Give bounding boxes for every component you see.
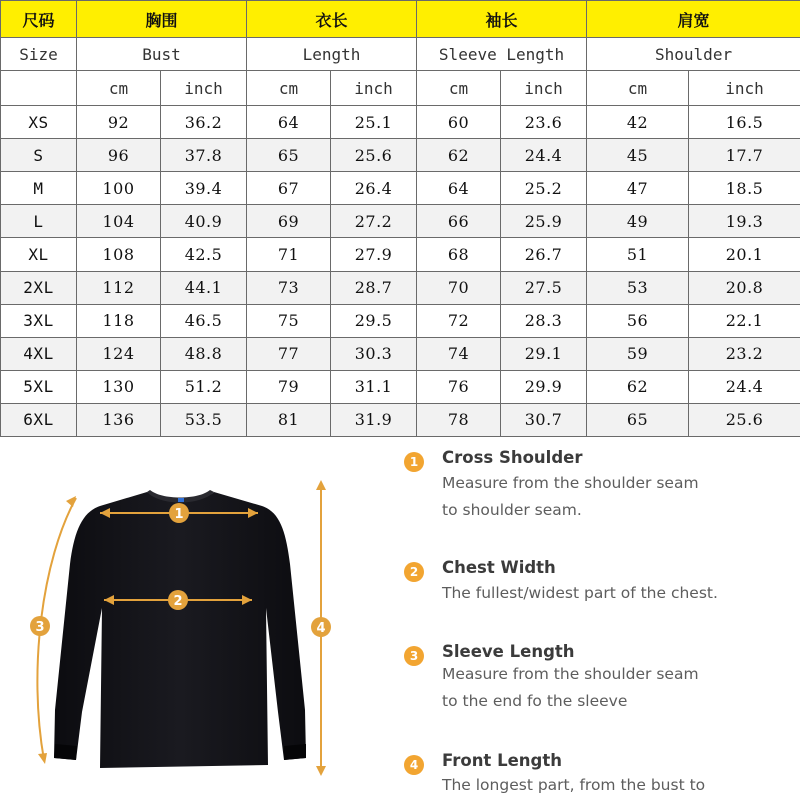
measurement-cell: 68	[417, 238, 501, 271]
measurement-cell: 69	[247, 205, 331, 238]
step-description: The longest part, from the bust to	[442, 776, 706, 794]
measurement-cell: 27.9	[331, 238, 417, 271]
measurement-cell: 28.3	[501, 304, 587, 337]
step-description: Measure from the shoulder seam	[442, 665, 699, 683]
unit-cell-empty	[1, 71, 77, 106]
measurement-cell: 64	[247, 106, 331, 139]
measurement-cell: 25.9	[501, 205, 587, 238]
table-row	[1, 172, 800, 205]
table-row	[1, 238, 800, 271]
unit-cm: cm	[247, 71, 331, 106]
unit-inch: inch	[331, 71, 417, 106]
measurement-cell: 100	[77, 172, 161, 205]
table-row	[1, 106, 800, 139]
measurement-cell: 26.4	[331, 172, 417, 205]
measurement-cell: 59	[587, 337, 689, 370]
arrowhead	[66, 496, 76, 507]
header-en-sleeve: Sleeve Length	[417, 38, 587, 71]
measurement-cell: 17.7	[689, 139, 800, 172]
measurement-cell: 25.6	[331, 139, 417, 172]
measurement-cell: 44.1	[161, 271, 247, 304]
measurement-cell: 47	[587, 172, 689, 205]
measurement-cell: 20.8	[689, 271, 800, 304]
measurement-cell: 16.5	[689, 106, 800, 139]
measurement-cell: 27.2	[331, 205, 417, 238]
step-title: Front Length	[442, 751, 562, 770]
step-title: Sleeve Length	[442, 642, 575, 661]
size-label-cell: 3XL	[1, 304, 77, 337]
measurement-cell: 31.9	[331, 403, 417, 436]
table-row	[1, 304, 800, 337]
measurement-cell: 46.5	[161, 304, 247, 337]
measurement-cell: 42.5	[161, 238, 247, 271]
measurement-cell: 39.4	[161, 172, 247, 205]
step-description: to shoulder seam.	[442, 501, 582, 519]
measurement-cell: 96	[77, 139, 161, 172]
measurement-cell: 78	[417, 403, 501, 436]
measurement-cell: 29.5	[331, 304, 417, 337]
measurement-cell: 56	[587, 304, 689, 337]
header-zh-bust: 胸围	[77, 1, 247, 38]
measurement-cell: 65	[247, 139, 331, 172]
measurement-cell: 26.7	[501, 238, 587, 271]
measurement-cell: 112	[77, 271, 161, 304]
table-row	[1, 205, 800, 238]
measurement-cell: 37.8	[161, 139, 247, 172]
table-row	[1, 337, 800, 370]
table-row	[1, 370, 800, 403]
measurement-cell: 25.2	[501, 172, 587, 205]
measurement-cell: 74	[417, 337, 501, 370]
measurement-cell: 65	[587, 403, 689, 436]
step-description: to the end fo the sleeve	[442, 692, 628, 710]
measurement-cell: 18.5	[689, 172, 800, 205]
header-en-shoulder: Shoulder	[587, 38, 800, 71]
shirt-body	[54, 492, 306, 768]
arrowhead	[316, 480, 326, 490]
header-zh-size: 尺码	[1, 1, 77, 38]
measurement-cell: 49	[587, 205, 689, 238]
measurement-cell: 19.3	[689, 205, 800, 238]
marker-4: 4	[316, 621, 326, 636]
measurement-cell: 92	[77, 106, 161, 139]
size-label-cell: 6XL	[1, 403, 77, 436]
step-badge: 2	[404, 562, 424, 582]
marker-1: 1	[174, 507, 184, 522]
measurement-cell: 29.1	[501, 337, 587, 370]
table-row	[1, 139, 800, 172]
marker-3: 3	[35, 620, 45, 635]
header-en-size: Size	[1, 38, 77, 71]
measurement-cell: 77	[247, 337, 331, 370]
measurement-cell: 30.7	[501, 403, 587, 436]
measurement-cell: 62	[587, 370, 689, 403]
measurement-cell: 73	[247, 271, 331, 304]
measurement-cell: 130	[77, 370, 161, 403]
unit-cm: cm	[587, 71, 689, 106]
measurement-cell: 118	[77, 304, 161, 337]
measurement-cell: 79	[247, 370, 331, 403]
size-label-cell: 5XL	[1, 370, 77, 403]
measurement-cell: 104	[77, 205, 161, 238]
measurement-cell: 24.4	[689, 370, 800, 403]
size-label-cell: S	[1, 139, 77, 172]
measurement-cell: 28.7	[331, 271, 417, 304]
unit-inch: inch	[689, 71, 800, 106]
step-badge: 3	[404, 646, 424, 666]
unit-inch: inch	[161, 71, 247, 106]
header-zh-length: 衣长	[247, 1, 417, 38]
marker-2: 2	[173, 594, 183, 609]
size-label-cell: M	[1, 172, 77, 205]
size-label-cell: 4XL	[1, 337, 77, 370]
long-sleeve-shirt-icon	[0, 440, 395, 800]
step-title: Cross Shoulder	[442, 448, 583, 467]
unit-row	[1, 71, 800, 106]
header-row-chinese	[1, 1, 800, 38]
measurement-cell: 76	[417, 370, 501, 403]
size-rows	[1, 106, 800, 437]
collar-tag	[178, 498, 184, 502]
measurement-cell: 40.9	[161, 205, 247, 238]
measurement-cell: 23.6	[501, 106, 587, 139]
size-label-cell: XS	[1, 106, 77, 139]
table-row	[1, 403, 800, 436]
step-description: The fullest/widest part of the chest.	[442, 584, 718, 602]
measurement-cell: 81	[247, 403, 331, 436]
measurement-cell: 124	[77, 337, 161, 370]
shirt-cuff-right	[284, 744, 306, 760]
measurement-cell: 22.1	[689, 304, 800, 337]
table-row	[1, 271, 800, 304]
size-label-cell: XL	[1, 238, 77, 271]
measurement-cell: 136	[77, 403, 161, 436]
measurement-cell: 62	[417, 139, 501, 172]
measurement-cell: 30.3	[331, 337, 417, 370]
step-description: Measure from the shoulder seam	[442, 474, 699, 492]
arrowhead	[38, 753, 47, 764]
measurement-cell: 108	[77, 238, 161, 271]
size-label-cell: L	[1, 205, 77, 238]
measurement-cell: 51	[587, 238, 689, 271]
measurement-cell: 53	[587, 271, 689, 304]
measurement-cell: 24.4	[501, 139, 587, 172]
measurement-cell: 70	[417, 271, 501, 304]
measurement-cell: 75	[247, 304, 331, 337]
measurement-cell: 25.1	[331, 106, 417, 139]
measurement-cell: 45	[587, 139, 689, 172]
measurement-guide	[400, 440, 800, 800]
measurement-cell: 48.8	[161, 337, 247, 370]
measurement-cell: 66	[417, 205, 501, 238]
measurement-cell: 29.9	[501, 370, 587, 403]
header-zh-shoulder: 肩宽	[587, 1, 800, 38]
step-badge: 4	[404, 755, 424, 775]
arrowhead	[316, 766, 326, 776]
measurement-cell: 53.5	[161, 403, 247, 436]
measurement-cell: 67	[247, 172, 331, 205]
header-row-english	[1, 38, 800, 71]
step-badge: 1	[404, 452, 424, 472]
measurement-cell: 60	[417, 106, 501, 139]
unit-inch: inch	[501, 71, 587, 106]
measurement-cell: 23.2	[689, 337, 800, 370]
measurement-cell: 71	[247, 238, 331, 271]
measurement-cell: 64	[417, 172, 501, 205]
shirt-cuff-left	[54, 744, 77, 760]
step-title: Chest Width	[442, 558, 556, 577]
unit-cm: cm	[417, 71, 501, 106]
measurement-cell: 42	[587, 106, 689, 139]
unit-cm: cm	[77, 71, 161, 106]
header-en-length: Length	[247, 38, 417, 71]
measurement-cell: 27.5	[501, 271, 587, 304]
measurement-cell: 25.6	[689, 403, 800, 436]
measurement-cell: 36.2	[161, 106, 247, 139]
measurement-cell: 31.1	[331, 370, 417, 403]
size-label-cell: 2XL	[1, 271, 77, 304]
header-zh-sleeve: 袖长	[417, 1, 587, 38]
measurement-illustration	[0, 440, 395, 800]
measurement-cell: 51.2	[161, 370, 247, 403]
header-en-bust: Bust	[77, 38, 247, 71]
measurement-cell: 72	[417, 304, 501, 337]
measurement-cell: 20.1	[689, 238, 800, 271]
